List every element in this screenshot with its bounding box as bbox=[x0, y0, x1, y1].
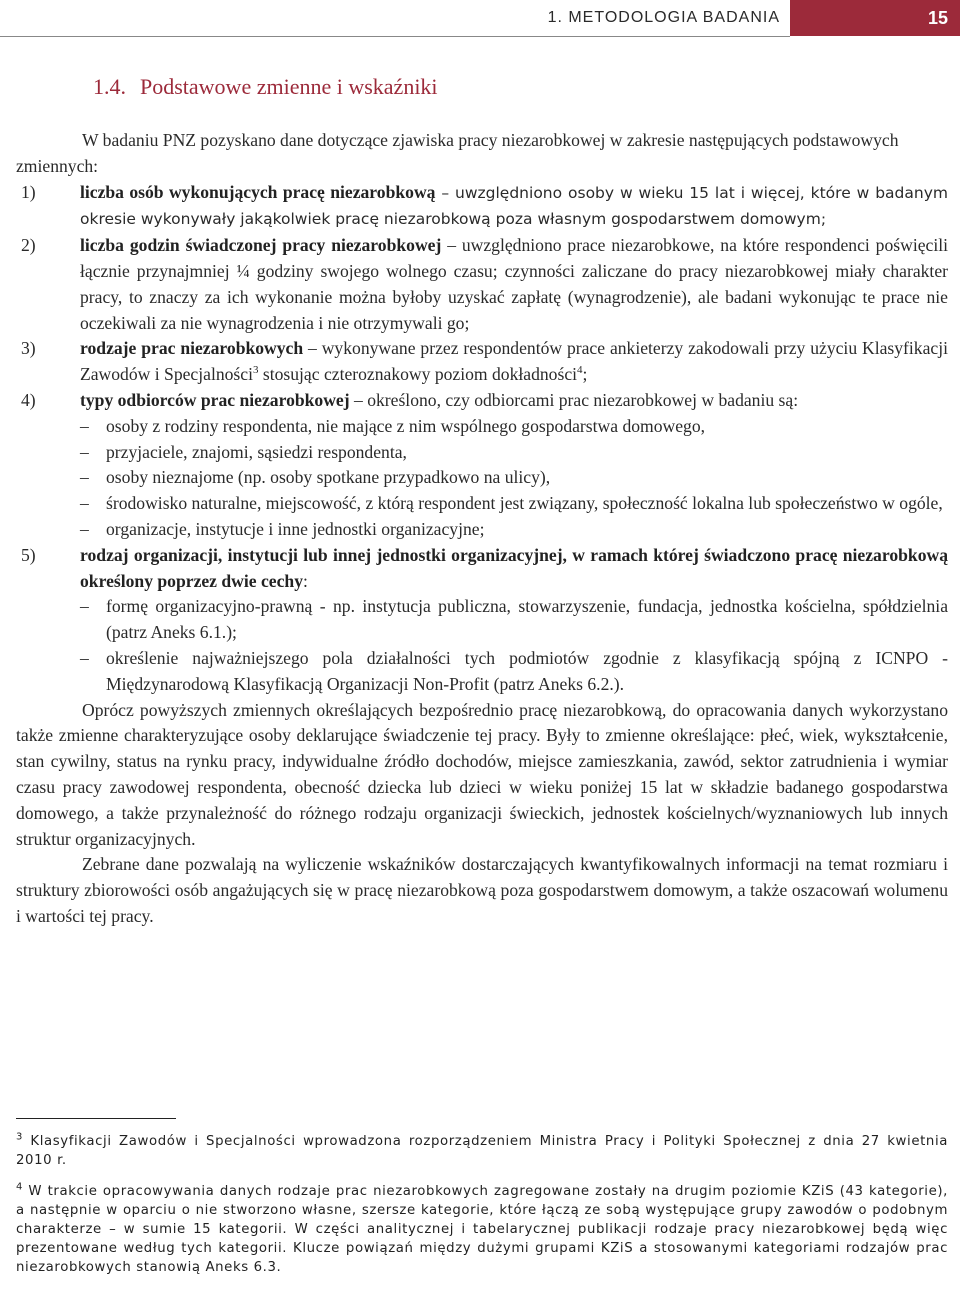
item-term: rodzaje prac niezarobkowych bbox=[80, 338, 304, 359]
item-number: 2) bbox=[21, 235, 36, 256]
list-item-1 bbox=[21, 180, 948, 234]
item-description: : bbox=[303, 570, 308, 591]
item-number: 5) bbox=[21, 544, 36, 565]
item-term: liczba godzin świadczonej pracy niezarobkowej bbox=[80, 235, 442, 256]
footnote-number: 3 bbox=[16, 1131, 23, 1143]
item-punctuation: ; bbox=[582, 364, 588, 385]
list-item-5 bbox=[21, 543, 948, 595]
section-number: 1.4. bbox=[93, 74, 126, 99]
sub-item-text: formę organizacyjno-prawną - np. instytucja publiczna, stowarzyszenie, fundacja, jednostka kościelna, spółdzielnia (patrz Aneks 6.1.); bbox=[106, 596, 948, 643]
chapter-title: 1. METODOLOGIA BADANIA bbox=[547, 9, 780, 26]
page-number-box bbox=[790, 0, 960, 36]
paragraph-variables: Oprócz powyższych zmiennych określających bezpośrednio pracę niezarobkową, do opracowania danych wykorzystano także zmienne charakteryzujące osoby deklarujące świadczenie tej pracy. Były to zmienne określające: płeć, wiek, wykształcenie, stan cywilny, status na rynku pracy, indywidualne źródło dochodów, miejsce zamieszkania, zawód, sektor zatrudnienia i wymiar czasu pracy zawodowej respondenta, obecność dziecka lub dzieci w wieku poniżej 15 lat w składzie badanego gospodarstwa domowego, a także przynależność do różnego rodzaju organizacji świeckich, jednostek kościelnych/wyznaniowych lub innych struktur organizacyjnych. bbox=[16, 699, 948, 849]
footnote-ref-4[interactable]: 4 bbox=[577, 364, 583, 377]
item-number: 4) bbox=[21, 389, 36, 410]
footnote-3 bbox=[16, 1132, 948, 1170]
page-number: 15 bbox=[927, 8, 948, 28]
sub-item-text: przyjaciele, znajomi, sąsiedzi respondenta, bbox=[106, 441, 407, 462]
dash-bullet: – bbox=[80, 467, 89, 488]
item-description: – wykonywane przez respondentów prace ankieterzy zakodowali przy użyciu Klasyfikacji Zawodów i Specjalności bbox=[80, 338, 948, 385]
body-text bbox=[16, 128, 948, 930]
dash-bullet: – bbox=[80, 647, 89, 668]
intro-paragraph: W badaniu PNZ pozyskano dane dotyczące zjawiska pracy niezarobkowej w zakresie następujących podstawowych zmiennych: bbox=[16, 130, 899, 176]
list-item-3 bbox=[21, 336, 948, 388]
item-term: liczba osób wykonujących pracę niezarobkową bbox=[80, 181, 436, 202]
paragraph-indicators: Zebrane dane pozwalają na wyliczenie wskaźników dostarczających kwantyfikowalnych informacji na temat rozmiaru i struktury zbiorowości osób angażujących się w pracę niezarobkową poza gospodarstwem domowym, a także oszacowań wolumenu i wartości tej pracy. bbox=[16, 854, 948, 926]
sub-list-item bbox=[80, 414, 948, 440]
dash-bullet: – bbox=[80, 441, 89, 462]
item-description-cont: stosując czteroznakowy poziom dokładności bbox=[258, 364, 578, 385]
footnote-text: W trakcie opracowywania danych rodzaje prac niezarobkowych zagregowane zostały na drugim poziomie KZiS (43 kategorie), a następnie w oparciu o nie stworzono własne, szersze kategorie, które łączą ze sobą występujące grupy zawodów o podobnym charakterze – w sumie 15 kategorii. W części analitycznej i tabelarycznej publikacji rodzaje pracy niezarobkowej będą więc prezentowane według tych kategorii. Klucze powiązań między dużymi grupami KZiS a stosowanymi kategoriami rodzajów prac niezarobkowych stanowią Aneks 6.3. bbox=[16, 1184, 948, 1275]
section-title: Podstawowe zmienne i wskaźniki bbox=[140, 74, 438, 99]
dash-bullet: – bbox=[80, 493, 89, 514]
item-number: 3) bbox=[21, 338, 36, 359]
page-header bbox=[0, 0, 960, 36]
header-rule bbox=[0, 36, 790, 37]
dash-bullet: – bbox=[80, 415, 89, 436]
footnote-text: Klasyfikacji Zawodów i Specjalności wprowadzona rozporządzeniem Ministra Pracy i Polityki Społecznej z dnia 27 kwietnia 2010 r. bbox=[16, 1134, 948, 1168]
item-description: – uwzględniono osoby w wieku 15 lat i więcej, które w badanym okresie wykonywały jakąkolwiek pracę niezarobkową poza własnym gospodarstwem domowym; bbox=[80, 183, 948, 229]
sub-item-text: osoby nieznajome (np. osoby spotkane przypadkowo na ulicy), bbox=[106, 467, 551, 488]
section-heading bbox=[93, 74, 438, 100]
item-description: – uwzględniono prace niezarobkowe, na które respondenci poświęcili łącznie przynajmniej ¼ godziny swojego wolnego czasu; czynności zaliczane do pracy niezarobkowej miały charakter pracy, to znaczy za ich wykonanie można byłoby uzyskać zapłatę (wynagrodzenie), ale badani wykonując te prace nie oczekiwali za nie wynagrodzenia i nie otrzymywali go; bbox=[80, 235, 948, 333]
sub-item-text: organizacje, instytucje i inne jednostki organizacyjne; bbox=[106, 518, 485, 539]
item-description: – określono, czy odbiorcami prac niezarobkowej w badaniu są: bbox=[349, 389, 799, 410]
list-item-2 bbox=[21, 233, 948, 336]
dash-bullet: – bbox=[80, 596, 89, 617]
list-item-4 bbox=[21, 388, 948, 414]
sub-list-item bbox=[80, 491, 948, 517]
sub-list-item bbox=[80, 646, 948, 698]
sub-list-item bbox=[80, 440, 948, 466]
dash-bullet: – bbox=[80, 518, 89, 539]
sub-item-text: osoby z rodziny respondenta, nie mające z nim wspólnego gospodarstwa domowego, bbox=[106, 415, 706, 436]
item-term: typy odbiorców prac niezarobkowej bbox=[80, 389, 350, 410]
footnote-ref-3[interactable]: 3 bbox=[252, 364, 259, 377]
item-number: 1) bbox=[21, 181, 36, 202]
footnotes bbox=[16, 1132, 948, 1289]
item-term: rodzaj organizacji, instytucji lub innej jednostki organizacyjnej, w ramach której świadczono pracę niezarobkową określony poprzez dwie cechy bbox=[80, 544, 948, 591]
sub-item-text: środowisko naturalne, miejscowość, z którą respondent jest związany, społeczność lokalna lub społeczeństwo w ogóle, bbox=[106, 493, 943, 514]
sub-list-item bbox=[80, 517, 948, 543]
footnote-number: 4 bbox=[16, 1181, 23, 1193]
sub-item-text: określenie najważniejszego pola działalności tych podmiotów zgodnie z klasyfikacją spójną z ICNPO - Międzynarodową Klasyfikacją Organizacji Non-Profit (patrz Aneks 6.2.). bbox=[106, 647, 948, 694]
footnote-separator bbox=[16, 1118, 176, 1119]
sub-list-item bbox=[80, 594, 948, 646]
footnote-4 bbox=[16, 1182, 948, 1277]
sub-list-item bbox=[80, 465, 948, 491]
